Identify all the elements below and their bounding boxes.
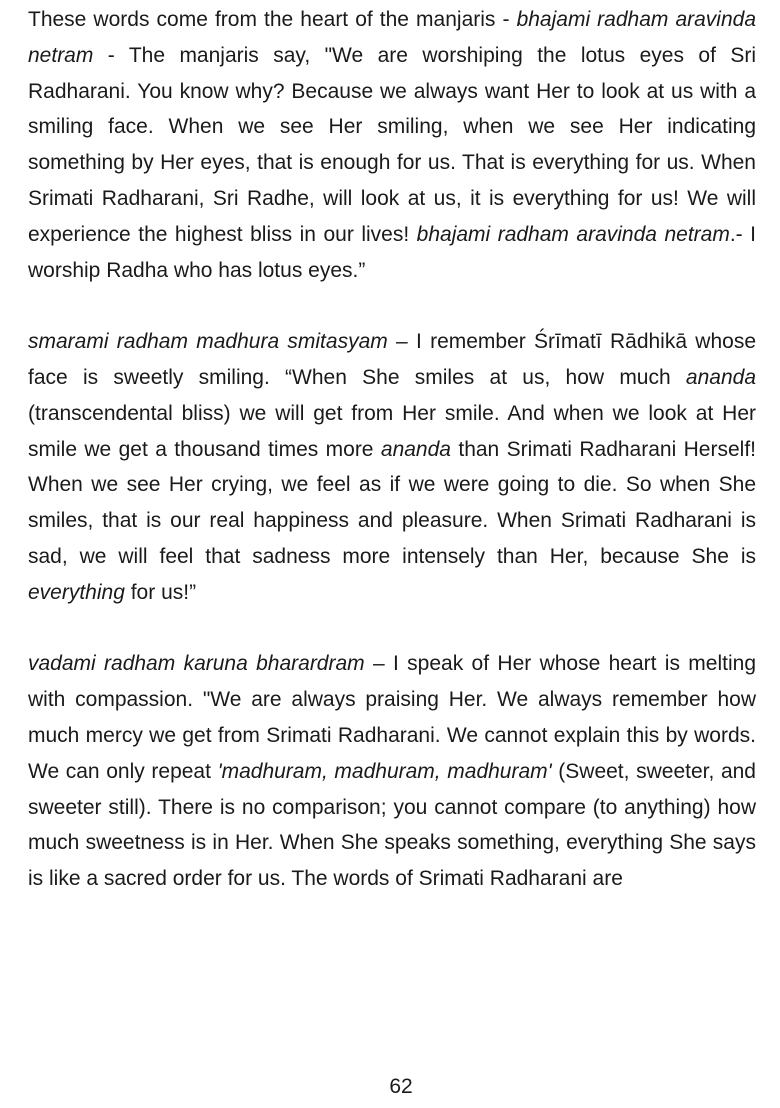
paragraph-3 — [28, 646, 756, 897]
paragraph-2 — [28, 324, 756, 610]
italic-run: ananda — [380, 437, 451, 461]
italic-run: 'madhuram, madhuram, madhuram' — [217, 759, 552, 783]
text-run: than Srimati Radharani Herself! When we see Her crying, we feel as if we were going to die. So when She smiles, that is our real happiness and pleasure. When Srimati Radharani is sad, we will feel that sadness more intensely than Her, because She is — [28, 437, 756, 568]
page-number: 62 — [389, 1075, 413, 1098]
text-run: .- I worship Radha who has lotus eyes.” — [28, 222, 756, 282]
text-run: (transcendental bliss) we will get from Her smile. And when we look at Her smile we get a thousand times more — [28, 401, 756, 461]
italic-run: ananda — [685, 365, 756, 389]
italic-run: bhajami radham aravinda netram — [28, 8, 757, 67]
italic-run: everything — [28, 580, 125, 604]
text-run: (Sweet, sweeter, and sweeter still). There is no comparison; you cannot compare (to anything) how much sweetness is in Her. When She speaks something, everything She says is like a sacred order for us. The words of Srimati Radharani are — [28, 759, 756, 891]
italic-run: bhajami radham aravinda netram — [416, 222, 730, 246]
italic-run: vadami radham karuna bharardram — [28, 652, 365, 676]
text-run: - The manjaris say, "We are worshiping the lotus eyes of Sri Radharani. You know why? Because we always want Her to look at us with a smiling face. When we see Her smiling, when we see Her indicating something by Her eyes, that is enough for us. That is everything for us. When Srimati Radharani, Sri Radhe, will look at us, it is everything for us! We will experience the highest bliss in our lives! — [28, 43, 756, 246]
text-run: for us!” — [124, 580, 197, 604]
text-run: These words come from the heart of the manjaris - — [28, 8, 517, 31]
text-run: – I remember Śrīmatī Rādhikā whose face is sweetly smiling. “When She smiles at us, how much — [28, 330, 757, 389]
italic-run: smarami radham madhura smitasyam — [28, 330, 388, 354]
text-run: – I speak of Her whose heart is melting with compassion. "We are always praising Her. We always remember how much mercy we get from Srimati Radharani. We cannot explain this by words. We can only repeat — [28, 652, 757, 783]
body-text — [28, 2, 756, 897]
paragraph-1 — [28, 2, 756, 288]
